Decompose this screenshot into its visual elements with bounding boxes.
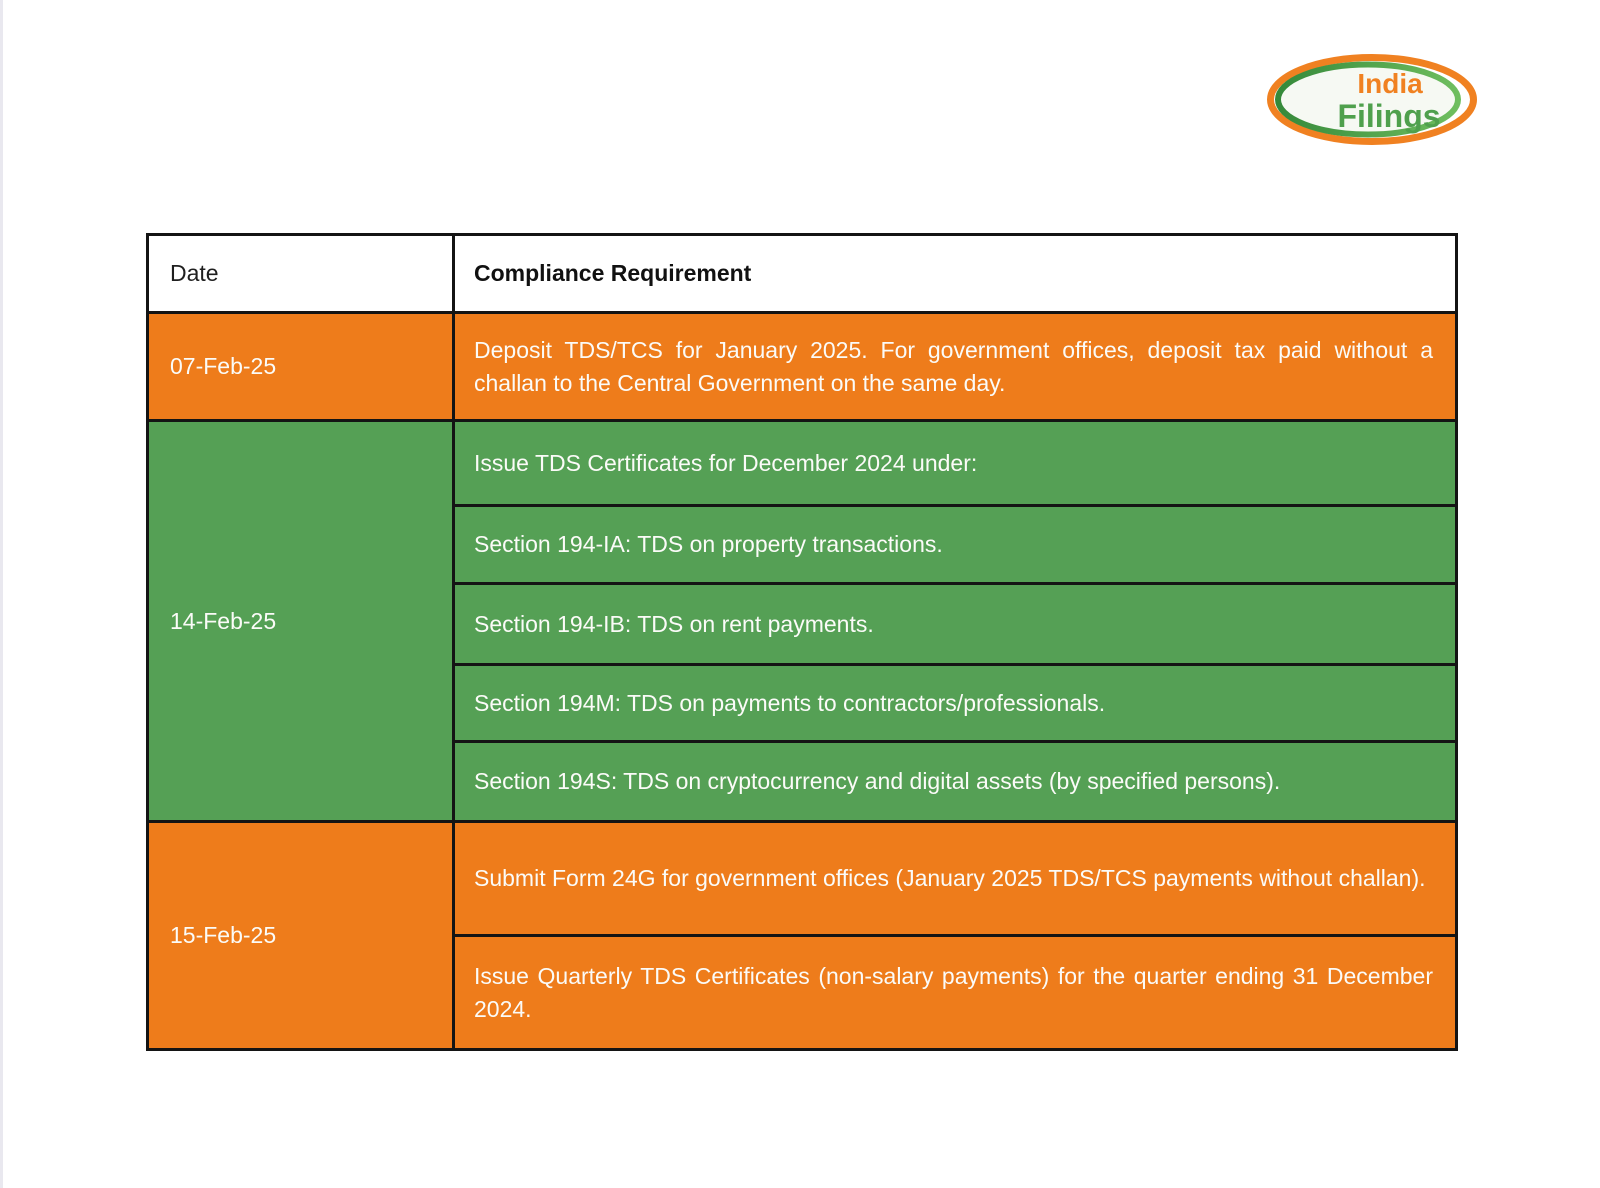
requirement-cell: Deposit TDS/TCS for January 2025. For government offices, deposit tax paid without a challan to the Central Government on the same day. [454,313,1457,421]
requirement-cell: Issue TDS Certificates for December 2024 under: [454,421,1457,506]
table-row [148,421,1457,506]
table-header-row [148,235,1457,313]
table-row [148,822,1457,936]
column-header-date: Date [148,235,454,313]
logo-text-india: India [1357,68,1423,99]
requirement-cell: Section 194S: TDS on cryptocurrency and digital assets (by specified persons). [454,742,1457,822]
indiafilings-logo [1262,52,1482,147]
page-left-edge [0,0,3,1188]
date-cell: 15-Feb-25 [148,822,454,1050]
table-row [148,313,1457,421]
logo-text-filings: Filings [1337,98,1441,134]
column-header-compliance-requirement: Compliance Requirement [454,235,1457,313]
date-cell: 07-Feb-25 [148,313,454,421]
compliance-table [146,233,1458,1051]
requirement-cell: Issue Quarterly TDS Certificates (non-salary payments) for the quarter ending 31 December 2024. [454,936,1457,1050]
date-cell: 14-Feb-25 [148,421,454,822]
requirement-cell: Section 194M: TDS on payments to contractors/professionals. [454,665,1457,742]
requirement-cell: Section 194-IB: TDS on rent payments. [454,584,1457,665]
requirement-cell: Submit Form 24G for government offices (January 2025 TDS/TCS payments without challan). [454,822,1457,936]
requirement-cell: Section 194-IA: TDS on property transactions. [454,506,1457,584]
